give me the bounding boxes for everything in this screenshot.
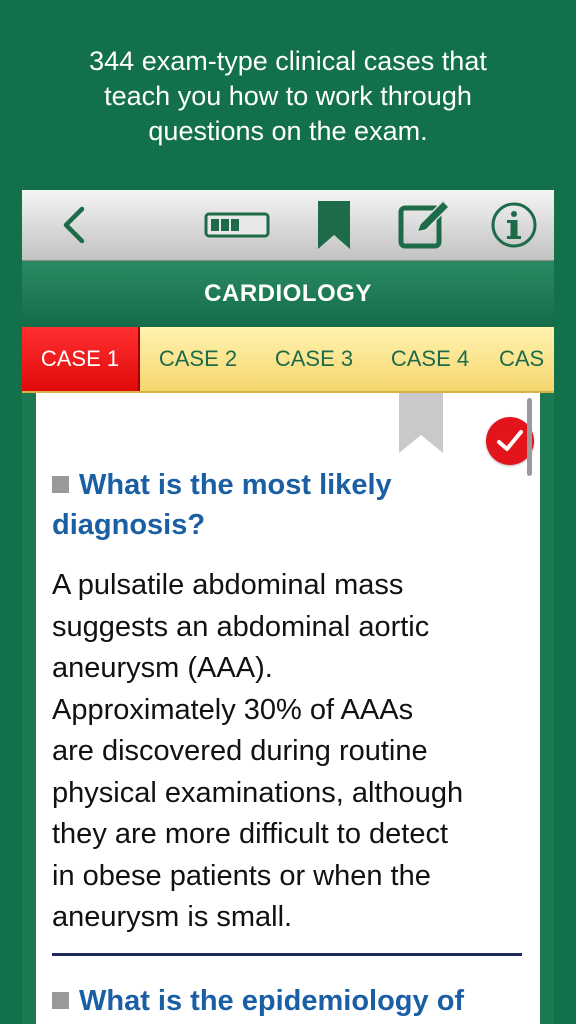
back-button[interactable] <box>50 198 96 252</box>
question-heading-line: What is the epidemiology of <box>79 985 465 1017</box>
tab-case-3[interactable] <box>256 327 372 391</box>
bookmark-ribbon-icon[interactable] <box>399 393 445 460</box>
question-2 <box>52 981 528 1021</box>
answer-line: they are more difficult to detect <box>52 818 449 850</box>
tab-case-5[interactable] <box>488 327 554 391</box>
chevron-left-icon <box>60 205 86 245</box>
tab-label: CASE 2 <box>158 346 238 371</box>
tab-case-1[interactable] <box>22 327 140 391</box>
tab-case-2[interactable] <box>140 327 256 391</box>
scrollbar[interactable] <box>527 398 532 476</box>
question-heading <box>52 465 528 545</box>
section-divider <box>52 953 522 956</box>
answer-line: suggests an abdominal aortic <box>52 610 430 643</box>
info-button[interactable] <box>488 198 540 252</box>
tab-label: CASE 1 <box>40 346 120 371</box>
tab-label: CAS <box>499 346 545 371</box>
tab-case-4[interactable] <box>372 327 488 391</box>
app-screen <box>22 190 554 1024</box>
case-tabs <box>22 327 554 393</box>
section-title-text: CARDIOLOGY <box>204 280 372 307</box>
answer-line: aneurysm (AAA). <box>52 652 273 684</box>
bookmark-icon <box>316 199 352 251</box>
caption-line: questions on the exam. <box>148 116 428 146</box>
answer-line: are discovered during routine <box>52 735 428 767</box>
toolbar <box>22 190 554 261</box>
info-icon <box>490 201 538 249</box>
progress-button[interactable] <box>202 198 272 252</box>
case-content[interactable] <box>36 393 540 1024</box>
section-title <box>22 261 554 327</box>
answer-line: Approximately 30% of AAAs <box>52 693 414 726</box>
question-heading <box>52 981 528 1021</box>
tab-label: CASE 4 <box>390 346 470 371</box>
question-heading-line: What is the most likely <box>79 469 392 501</box>
square-bullet-icon <box>52 476 69 493</box>
caption-line: 344 exam-type clinical cases that <box>89 46 487 76</box>
answer-text <box>52 565 528 939</box>
answer-line: physical examinations, although <box>52 776 464 809</box>
battery-progress-icon <box>204 212 270 238</box>
question-heading-line: diagnosis? <box>52 509 206 541</box>
answer-line: aneurysm is small. <box>52 901 293 933</box>
answer-line: in obese patients or when the <box>52 859 431 892</box>
edit-note-icon <box>397 198 451 252</box>
caption-line: teach you how to work through <box>104 81 472 111</box>
bookmark-button[interactable] <box>312 198 356 252</box>
notes-button[interactable] <box>396 198 452 252</box>
answer-line: A pulsatile abdominal mass <box>52 569 404 601</box>
promo-caption <box>0 44 576 149</box>
square-bullet-icon <box>52 992 69 1009</box>
question-1 <box>52 465 528 939</box>
tab-label: CASE 3 <box>274 346 354 371</box>
